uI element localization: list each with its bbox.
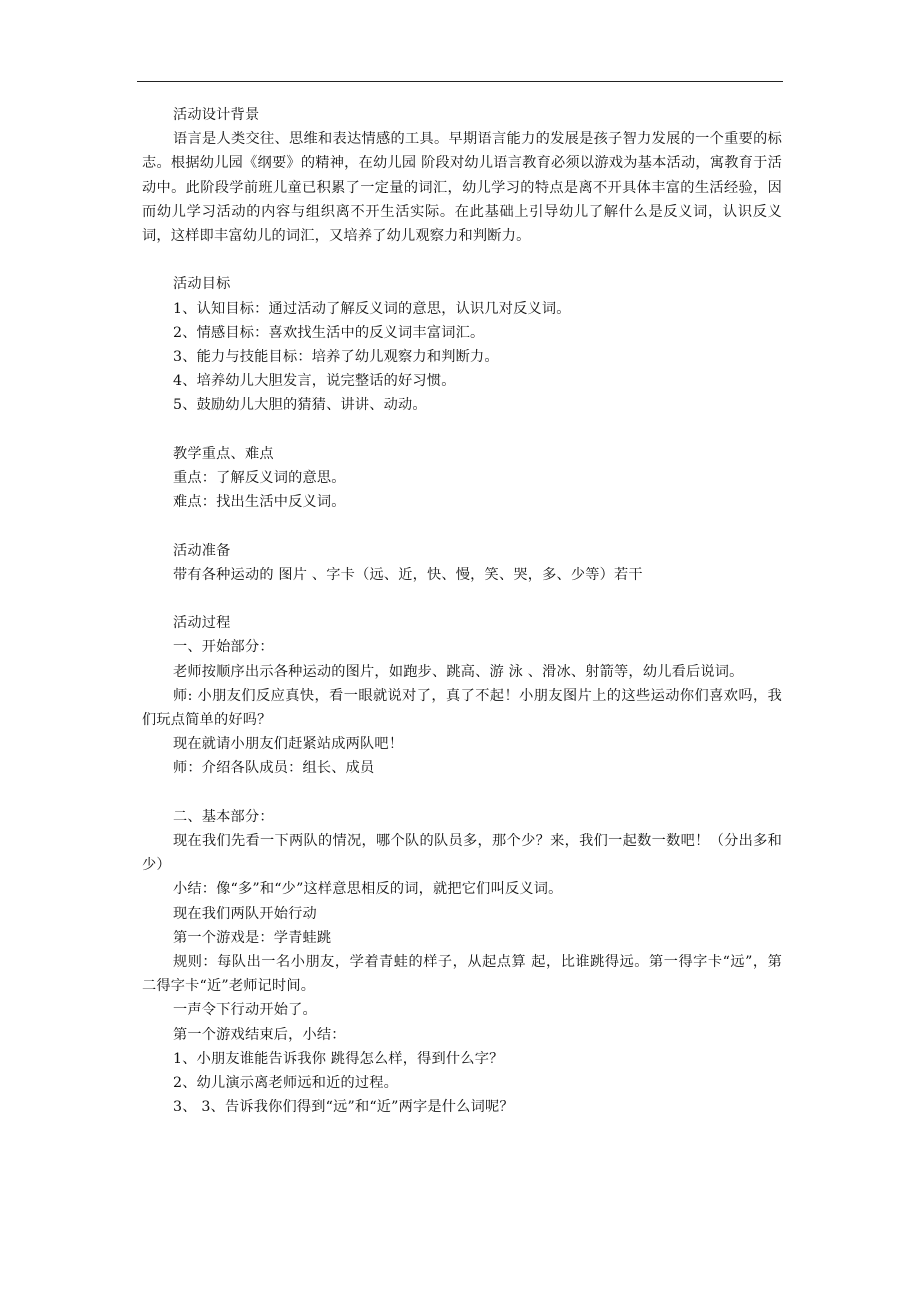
- spacer: [142, 248, 782, 272]
- list-item: 5、鼓励幼儿大胆的猜猜、讲讲、动动。: [173, 397, 427, 414]
- paragraph: 难点：找出生活中反义词。: [173, 494, 346, 511]
- section-process: [142, 611, 782, 780]
- paragraph: 现在我们先看一下两队的情况，哪个队的队员多，那个少？来，我们一起数一数吧！（分出多和少）: [142, 833, 782, 874]
- list-item: 2、幼儿演示离老师远和近的过程。: [173, 1075, 399, 1092]
- list-item: 3、 3、告诉我你们得到“远”和“近”两字是什么词呢？: [173, 1099, 514, 1116]
- section-heading: 活动过程: [173, 615, 231, 632]
- section-preparation: [142, 539, 782, 587]
- paragraph: 语言是人类交往、思维和表达情感的工具。早期语言能力的发展是孩子智力发展的一个重要的标志。根据幼儿园《纲要》的精神，在幼儿园 阶段对幼儿语言教育必须以游戏为基本活动，寓教育于活动中。此阶段学前班儿童已积累了一定量的词汇，幼儿学习的特点是离不开具体丰富的生活经验，因而幼儿学习活动的内容与组织离不开生活实际。在此基础上引导幼儿了解什么是反义词，认识反义词，这样即丰富幼儿的词汇，又培养了幼儿观察力和判断力。: [142, 131, 782, 245]
- section-heading: 活动准备: [173, 542, 231, 559]
- paragraph: 规则：每队出一名小朋友，学着青蛙的样子，从起点算 起，比谁跳得远。第一得字卡“远”，第二得字卡“近”老师记时间。: [142, 954, 782, 995]
- section-goals: [142, 272, 782, 417]
- paragraph: 师：介绍各队成员：组长、成员: [173, 760, 375, 777]
- paragraph: 重点：了解反义词的意思。: [173, 470, 346, 487]
- list-item: 3、能力与技能目标：培养了幼儿观察力和判断力。: [173, 349, 499, 366]
- section-key-points: [142, 442, 782, 515]
- list-item: 4、培养幼儿大胆发言，说完整话的好习惯。: [173, 373, 456, 390]
- subheading: 二、基本部分：: [173, 808, 274, 825]
- list-item: 1、认知目标：通过活动了解反义词的意思，认识几对反义词。: [173, 300, 571, 317]
- paragraph: 现在我们两队开始行动: [173, 905, 317, 922]
- paragraph: 第一个游戏结束后，小结：: [173, 1026, 346, 1043]
- header-rule: [137, 81, 783, 82]
- paragraph: 一声令下行动开始了。: [173, 1002, 317, 1019]
- paragraph: 小结：像“多”和“少”这样意思相反的词，就把它们叫反义词。: [173, 881, 563, 898]
- list-item: 1、小朋友谁能告诉我你 跳得怎么样，得到什么字？: [173, 1050, 504, 1067]
- paragraph: 师: 小朋友们反应真快，看一眼就说对了，真了不起！小朋友图片上的这些运动你们喜欢吗，我们玩点简单的好吗？: [142, 687, 782, 729]
- section-heading: 活动目标: [173, 276, 231, 293]
- section-heading: 活动设计背景: [173, 107, 260, 123]
- section-heading: 教学重点、难点: [173, 445, 274, 462]
- paragraph: 老师按顺序出示各种运动的图片，如跑步、跳高、游 泳 、滑冰、射箭等，幼儿看后说词。: [173, 663, 744, 680]
- spacer: [142, 514, 782, 538]
- paragraph: 带有各种运动的 图片 、字卡（远、近，快、慢，笑、哭，多、少等）若干: [173, 566, 643, 583]
- section-basic-part: [142, 805, 782, 1120]
- section-background: [142, 103, 782, 248]
- paragraph: 现在就请小朋友们赶紧站成两队吧！: [173, 736, 404, 753]
- spacer: [142, 781, 782, 805]
- document-body: [142, 103, 782, 1119]
- paragraph: 第一个游戏是：学青蛙跳: [173, 929, 332, 946]
- subheading: 一、开始部分：: [173, 639, 274, 656]
- spacer: [142, 418, 782, 442]
- list-item: 2、情感目标：喜欢找生活中的反义词丰富词汇。: [173, 324, 485, 341]
- spacer: [142, 587, 782, 611]
